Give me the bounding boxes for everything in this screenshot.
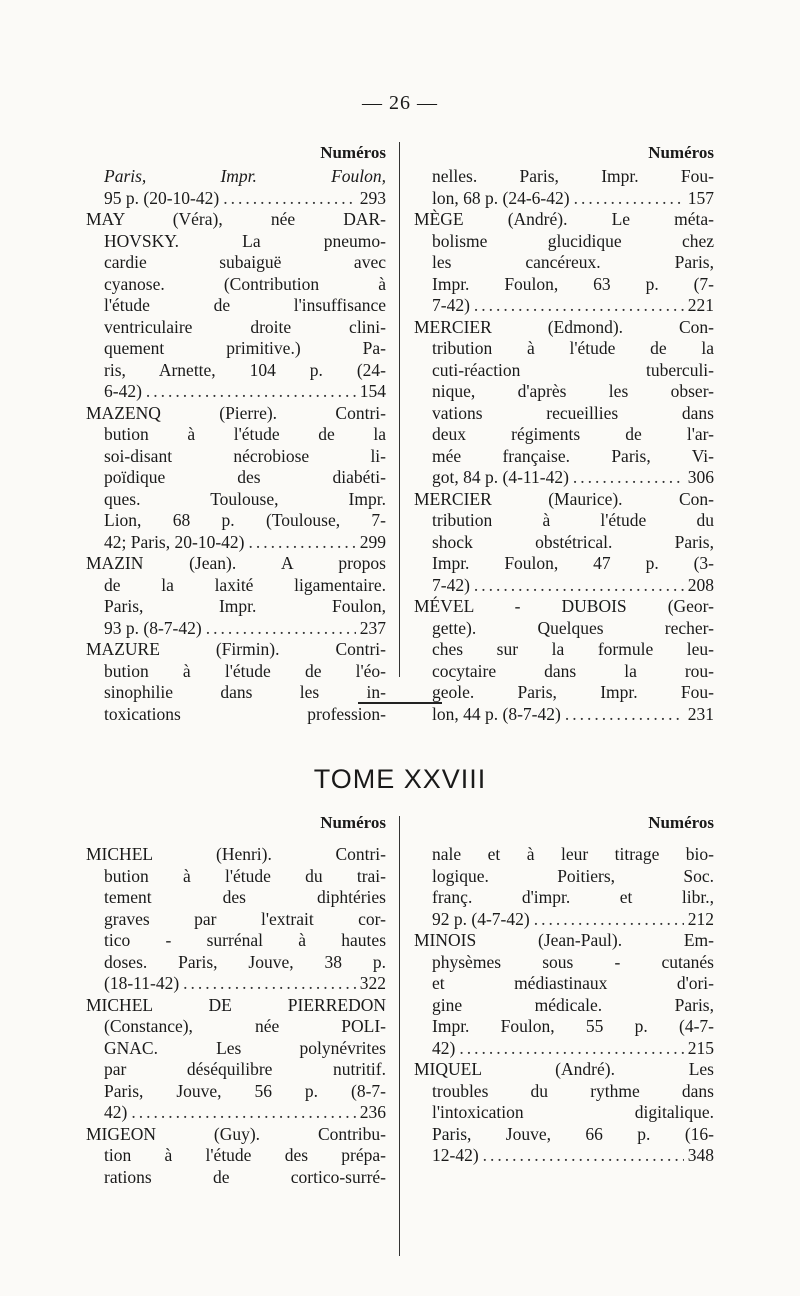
section-separator [358, 702, 442, 704]
entry-text: 93 p. (8-7-42) [104, 617, 202, 638]
entry-last-line [86, 973, 386, 995]
entry-number: 215 [687, 1037, 714, 1058]
entry-last-line [414, 909, 714, 931]
entry-last-line [414, 1145, 714, 1167]
entry-line: mée française. Paris, Vi- [432, 445, 714, 466]
entry-last-line [414, 575, 714, 597]
entry-line: sinophilie dans les in- [104, 682, 386, 702]
entry-line: ventriculaire droite clini- [104, 316, 386, 337]
entry-line: Lion, 68 p. (Toulouse, 7- [104, 510, 386, 530]
column-divider [399, 816, 400, 1256]
entry-line: ques. Toulouse, Impr. [104, 488, 386, 509]
leader-dots [573, 467, 684, 489]
entry-line: ris, Arnette, 104 p. (24- [104, 359, 386, 380]
entry-line: gette). Quelques recher- [432, 617, 714, 638]
entry-number: 322 [359, 973, 386, 993]
column-header-numeros: Numéros [648, 143, 714, 162]
entry-number: 208 [687, 574, 714, 595]
entry-list [414, 844, 714, 1167]
entry-line: graves par l'extrait cor- [104, 908, 386, 929]
entry-line: Paris, Impr. Foulon, [104, 166, 386, 186]
column-header-numeros: Numéros [320, 813, 386, 832]
entry-text: got, 84 p. (4-11-42) [432, 467, 569, 487]
entry-line: doses. Paris, Jouve, 38 p. [104, 951, 386, 972]
entry-line: Impr. Foulon, 63 p. (7- [432, 273, 714, 294]
entry-line: Paris, Jouve, 56 p. (8-7- [104, 1080, 386, 1101]
leader-dots [459, 1038, 683, 1060]
entry-heading-line: MIGEON (Guy). Contribu- [86, 1123, 386, 1144]
entry-line: poïdique des diabéti- [104, 467, 386, 487]
entry-heading-line: MIQUEL (André). Les [414, 1059, 714, 1079]
leader-dots [474, 295, 684, 317]
leader-dots [146, 381, 356, 403]
entry-heading-line: MICHEL (Henri). Contri- [86, 844, 386, 864]
leader-dots [574, 188, 684, 210]
leader-dots [206, 618, 356, 640]
entry-line: geole. Paris, Impr. Fou- [432, 682, 714, 702]
entry-line: les cancéreux. Paris, [432, 252, 714, 272]
right-column [414, 810, 714, 1167]
entry-heading-line: MICHEL DE PIERREDON [86, 994, 386, 1015]
entry-number: 154 [359, 381, 386, 401]
entry-last-line [414, 295, 714, 317]
tome-title: TOME XXVIII [313, 764, 487, 794]
entry-text: 42) [104, 1102, 128, 1122]
leader-dots [474, 575, 684, 597]
entry-line: toxications profession- [104, 703, 386, 724]
entry-line: physèmes sous - cutanés [432, 951, 714, 972]
entry-line: tribution à l'étude de la [432, 338, 714, 358]
entry-number: 237 [359, 617, 386, 638]
entry-line: l'intoxication digitalique. [432, 1102, 714, 1122]
entry-line: cuti-réaction tuberculi- [432, 359, 714, 380]
entry-line: tion à l'étude des prépa- [104, 1145, 386, 1165]
entry-line: gine médicale. Paris, [432, 994, 714, 1015]
page-number: — 26 — [362, 92, 438, 114]
entry-text: 7-42) [432, 574, 470, 595]
entry-line: (Constance), née POLI- [104, 1016, 386, 1036]
entry-line: bution à l'étude du trai- [104, 865, 386, 886]
entry-last-line [86, 618, 386, 640]
entry-number: 221 [687, 295, 714, 315]
entry-line: deux régiments de l'ar- [432, 424, 714, 444]
entry-number: 299 [359, 531, 386, 552]
entry-number: 157 [687, 187, 714, 208]
entry-line: franç. d'impr. et libr., [432, 887, 714, 907]
entry-heading-line: MAZENQ (Pierre). Contri- [86, 402, 386, 423]
entry-line: cyanose. (Contribution à [104, 273, 386, 294]
entry-line: HOVSKY. La pneumo- [104, 230, 386, 251]
entry-line: rations de cortico-surré- [104, 1166, 386, 1187]
entry-line: Impr. Foulon, 47 p. (3- [432, 553, 714, 573]
entry-line: Paris, Impr. Foulon, [104, 596, 386, 616]
entry-line: bution à l'étude de l'éo- [104, 660, 386, 681]
entry-line: par déséquilibre nutritif. [104, 1059, 386, 1079]
entry-heading-line: MÈGE (André). Le méta- [414, 209, 714, 229]
entry-line: shock obstétrical. Paris, [432, 531, 714, 552]
entry-list [86, 844, 386, 1188]
entry-heading-line: MERCIER (Maurice). Con- [414, 488, 714, 509]
entry-list [414, 166, 714, 725]
entry-line: ches sur la formule leu- [432, 639, 714, 659]
entry-number: 293 [359, 187, 386, 208]
leader-dots [534, 909, 684, 931]
entry-line: troubles du rythme dans [432, 1080, 714, 1101]
entry-line: cardie subaiguë avec [104, 252, 386, 272]
entry-line: et médiastinaux d'ori- [432, 973, 714, 993]
entry-last-line [86, 381, 386, 403]
entry-number: 236 [359, 1102, 386, 1122]
entry-line: logique. Poitiers, Soc. [432, 865, 714, 886]
entry-heading-line: MÉVEL - DUBOIS (Geor- [414, 596, 714, 616]
entry-line: quement primitive.) Pa- [104, 338, 386, 358]
entry-text: 95 p. (20-10-42) [104, 187, 220, 208]
entry-line: tement des diphtéries [104, 887, 386, 907]
entry-line: nique, d'après les obser- [432, 381, 714, 401]
column-header-numeros: Numéros [648, 813, 714, 832]
entry-line: soi-disant nécrobiose li- [104, 445, 386, 466]
entry-text: lon, 68 p. (24-6-42) [432, 187, 570, 208]
entry-line: bution à l'étude de la [104, 424, 386, 444]
entry-line: Impr. Foulon, 55 p. (4-7- [432, 1016, 714, 1036]
left-column [86, 140, 386, 725]
entry-last-line [86, 188, 386, 210]
entry-line: vations recueillies dans [432, 402, 714, 423]
entry-line: de la laxité ligamentaire. [104, 574, 386, 595]
entry-line: Paris, Jouve, 66 p. (16- [432, 1123, 714, 1144]
entry-number: 212 [687, 908, 714, 929]
entry-last-line [414, 704, 714, 726]
entry-text: 42; Paris, 20-10-42) [104, 531, 245, 552]
entry-text: (18-11-42) [104, 973, 180, 993]
entry-line: nale et à leur titrage bio- [432, 844, 714, 864]
entry-text: lon, 44 p. (8-7-42) [432, 703, 561, 724]
right-column [414, 140, 714, 725]
leader-dots [223, 188, 356, 210]
entry-line: l'étude de l'insuffisance [104, 295, 386, 315]
entry-text: 42) [432, 1037, 456, 1058]
entry-last-line [86, 532, 386, 554]
left-column [86, 810, 386, 1188]
leader-dots [565, 704, 684, 726]
entry-heading-line: MAZURE (Firmin). Contri- [86, 639, 386, 659]
entry-text: 7-42) [432, 295, 470, 315]
entry-line: tribution à l'étude du [432, 510, 714, 530]
entry-number: 231 [687, 703, 714, 724]
leader-dots [131, 1102, 355, 1124]
column-header-numeros: Numéros [320, 143, 386, 162]
entry-last-line [414, 1038, 714, 1060]
entry-line: GNAC. Les polynévrites [104, 1037, 386, 1058]
leader-dots [483, 1145, 684, 1167]
entry-last-line [414, 188, 714, 210]
entry-line: bolisme glucidique chez [432, 230, 714, 251]
entry-heading-line: MAZIN (Jean). A propos [86, 553, 386, 573]
entry-line: tico - surrénal à hautes [104, 930, 386, 950]
entry-list [86, 166, 386, 725]
entry-line: nelles. Paris, Impr. Fou- [432, 166, 714, 186]
leader-dots [248, 532, 355, 554]
entry-heading-line: MINOIS (Jean-Paul). Em- [414, 930, 714, 950]
entry-number: 348 [687, 1145, 714, 1165]
entry-number: 306 [687, 467, 714, 487]
entry-text: 12-42) [432, 1145, 479, 1165]
entry-text: 6-42) [104, 381, 142, 401]
leader-dots [183, 973, 356, 995]
entry-text: 92 p. (4-7-42) [432, 908, 530, 929]
entry-heading-line: MAY (Véra), née DAR- [86, 209, 386, 229]
column-divider [399, 142, 400, 677]
entry-last-line [414, 467, 714, 489]
entry-heading-line: MERCIER (Edmond). Con- [414, 316, 714, 337]
entry-last-line [86, 1102, 386, 1124]
entry-line: cocytaire dans la rou- [432, 660, 714, 681]
